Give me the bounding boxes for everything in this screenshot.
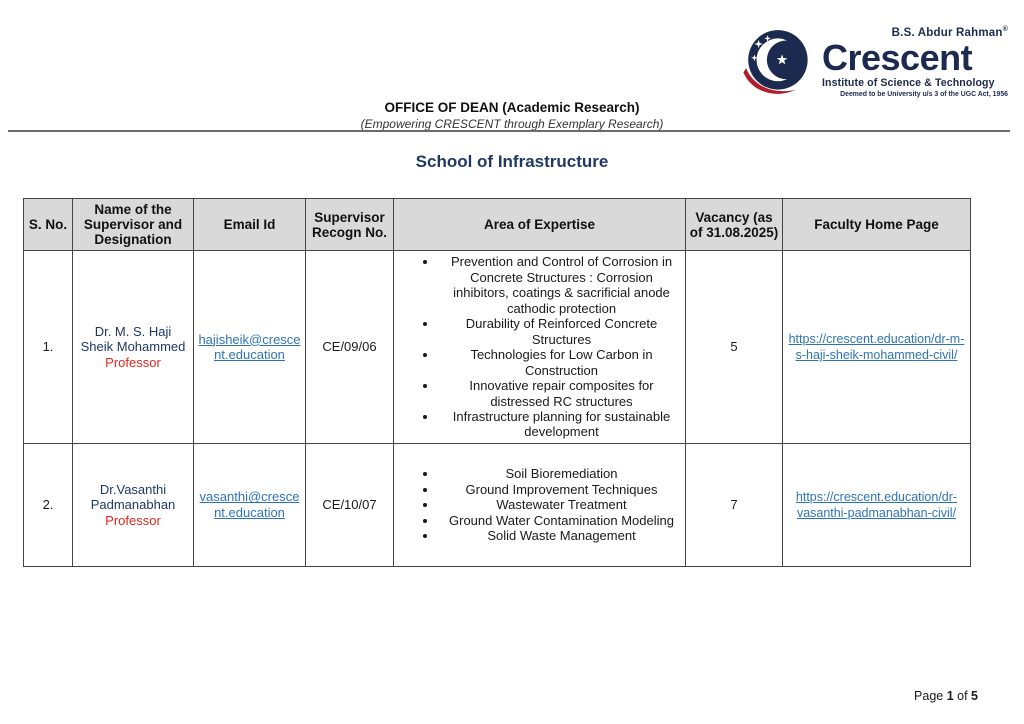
expertise-item: • Ground Water Contamination Modeling [438, 513, 681, 528]
crescent-moon-stars-icon [742, 26, 818, 102]
expertise-item: • Infrastructure planning for sustainable development [438, 409, 681, 440]
home-page-cell [783, 443, 971, 566]
header-divider [8, 130, 1010, 132]
recogn-no-cell: CE/09/06 [306, 251, 394, 444]
supervisor-designation: Professor [105, 512, 161, 528]
column-header-sno: S. No. [24, 199, 73, 251]
email-cell [194, 251, 306, 444]
email-link[interactable]: hajisheik@crescent.education [198, 331, 301, 363]
expertise-item: • Innovative repair composites for distressed RC structures [438, 378, 681, 409]
expertise-list [398, 466, 681, 543]
brand-name: Crescent [822, 36, 973, 78]
footer-page-label: Page [914, 689, 947, 703]
name-cell [73, 251, 194, 444]
footer-page-number: 1 [946, 689, 954, 703]
column-header-name: Name of the Supervisor and Designation [73, 199, 194, 251]
sno-cell: 2. [24, 443, 73, 566]
column-header-home-page: Faculty Home Page [783, 199, 971, 251]
column-header-vacancy: Vacancy (as of 31.08.2025) [686, 199, 783, 251]
column-header-recogn-no: Supervisor Recogn No. [306, 199, 394, 251]
expertise-item: • Ground Improvement Techniques [438, 482, 681, 497]
office-subtitle: (Empowering CRESCENT through Exemplary Research) [360, 117, 664, 131]
footer-total-pages: 5 [971, 689, 978, 703]
brand-owner-text: B.S. Abdur Rahman [891, 26, 1003, 39]
supervisor-designation: Professor [105, 354, 161, 370]
table-row [24, 251, 971, 444]
faculty-home-link[interactable]: https://crescent.education/dr-m-s-haji-sheik-mohammed-civil/ [788, 332, 965, 363]
crescent-logo [742, 26, 1008, 102]
supervisor-name: Dr. M. S. Haji Sheik Mohammed [80, 323, 186, 355]
expertise-item: • Durability of Reinforced Concrete Structures [438, 316, 681, 347]
vacancy-cell: 5 [686, 251, 783, 444]
expertise-item: • Technologies for Low Carbon in Construction [438, 347, 681, 378]
email-link[interactable]: vasanthi@crescent.education [199, 489, 300, 520]
vacancy-cell: 7 [686, 443, 783, 566]
home-page-cell [783, 251, 971, 444]
expertise-item: • Wastewater Treatment [438, 497, 681, 512]
column-header-email: Email Id [194, 199, 306, 251]
email-cell [194, 443, 306, 566]
office-heading [0, 100, 1024, 131]
expertise-cell [394, 443, 686, 566]
expertise-cell [394, 251, 686, 444]
expertise-item: • Soil Bioremediation [438, 466, 681, 481]
page-title: School of Infrastructure [415, 152, 609, 171]
name-cell [73, 443, 194, 566]
footer-of-label: of [953, 689, 972, 703]
sno-cell: 1. [24, 251, 73, 444]
table-row [24, 443, 971, 566]
expertise-item: • Solid Waste Management [438, 528, 681, 543]
expertise-item: • Prevention and Control of Corrosion in Concrete Structures : Corrosion inhibitors, coatings & sacrificial anode cathodic protection [438, 254, 681, 316]
page-number-footer [914, 689, 978, 703]
brand-tagline: Deemed to be University u/s 3 of the UGC Act, 1956 [840, 90, 1008, 98]
supervisors-table [23, 198, 971, 567]
column-header-expertise: Area of Expertise [394, 199, 686, 251]
faculty-home-link[interactable]: https://crescent.education/dr-vasanthi-padmanabhan-civil/ [795, 490, 958, 520]
brand-subtitle: Institute of Science & Technology [822, 76, 995, 89]
registered-mark: ® [1002, 26, 1008, 33]
table-header-row [24, 199, 971, 251]
office-title: OFFICE OF DEAN (Academic Research) [384, 100, 640, 115]
expertise-list [398, 254, 681, 440]
recogn-no-cell: CE/10/07 [306, 443, 394, 566]
logo-text-block [822, 26, 1008, 98]
supervisor-name: Dr.Vasanthi Padmanabhan [90, 481, 176, 513]
